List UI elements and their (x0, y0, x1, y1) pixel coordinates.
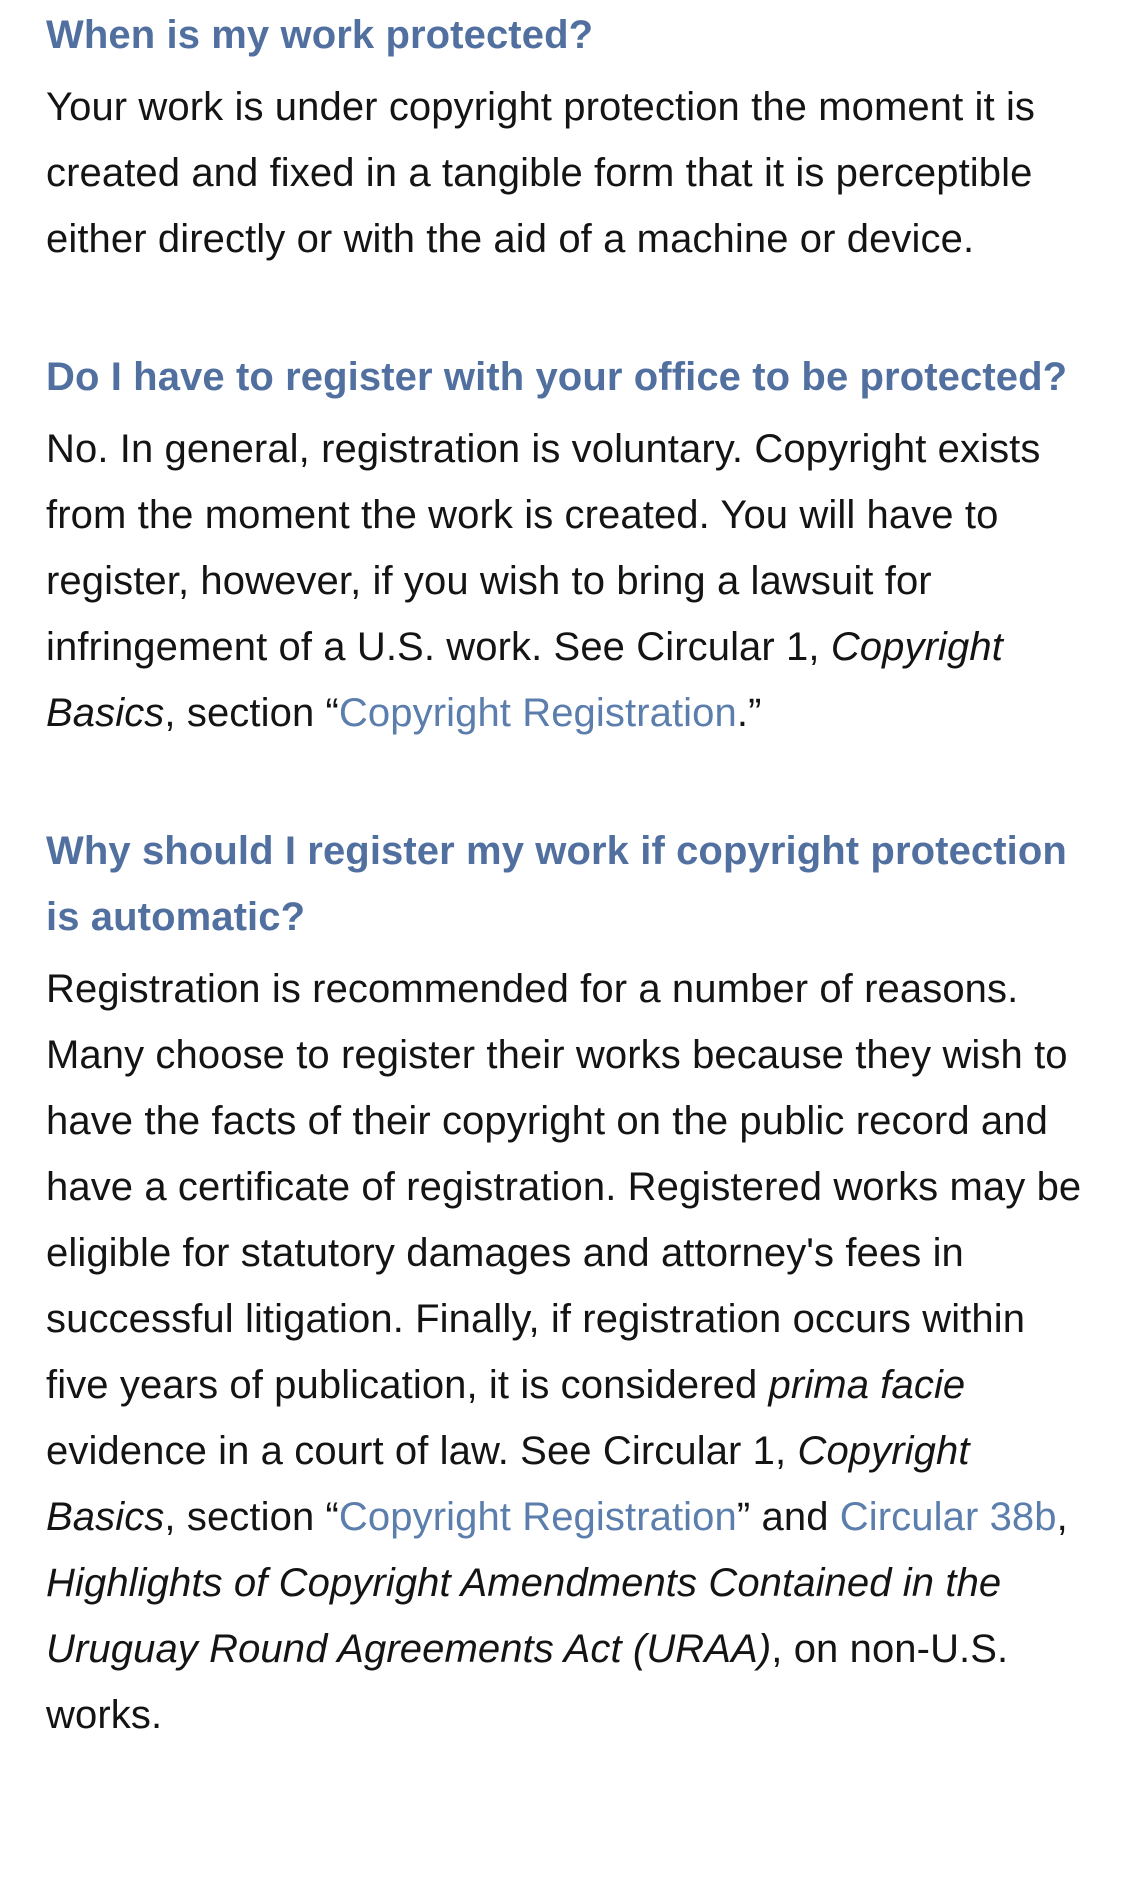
faq-item (46, 818, 1087, 1748)
answer-text: , section “ (164, 691, 339, 735)
answer-text: .” (736, 691, 762, 735)
answer-text: evidence in a court of law. See Circular 1, (46, 1429, 798, 1473)
faq-answer (46, 416, 1087, 746)
copyright-registration-link[interactable]: Copyright Registration (338, 691, 737, 735)
faq-question: Do I have to register with your office to be protected? (46, 355, 1068, 399)
faq-item (46, 344, 1087, 746)
faq-answer: Your work is under copyright protection the moment it is created and fixed in a tangible form that it is perceptible either directly or with the aid of a machine or device. (46, 85, 1036, 261)
answer-text: No. In general, registration is voluntary. Copyright exists from the moment the work is created. You will have to register, however, if you wish to bring a lawsuit for infringement of a U.S. work. See Circular 1, (46, 427, 1041, 669)
answer-text: , on non-U.S. works. (46, 1627, 1009, 1737)
faq-question: Why should I register my work if copyright protection is automatic? (46, 829, 1067, 939)
faq-question: When is my work protected? (46, 13, 594, 57)
answer-text: Registration is recommended for a number of reasons. Many choose to register their works because they wish to have the facts of their copyright on the public record and have a certificate of registration. Registered works may be eligible for statutory damages and attorney's fees in successful litigation. Finally, if registration occurs within five years of publication, it is considered (46, 967, 1082, 1407)
publication-title: Copyright Basics (46, 625, 1003, 735)
latin-term: prima facie (768, 1363, 966, 1407)
answer-text: , (1056, 1495, 1068, 1539)
faq-answer (46, 956, 1087, 1748)
copyright-registration-link[interactable]: Copyright Registration (338, 1495, 737, 1539)
faq-page (0, 2, 1125, 1897)
answer-text: ” and (736, 1495, 840, 1539)
answer-text: , section “ (164, 1495, 339, 1539)
publication-title: Copyright Basics (46, 1429, 970, 1539)
circular-38b-link[interactable]: Circular 38b (839, 1495, 1057, 1539)
faq-item (46, 2, 1087, 272)
publication-title: Highlights of Copyright Amendments Contained in the Uruguay Round Agreements Act (URAA) (46, 1561, 1002, 1671)
